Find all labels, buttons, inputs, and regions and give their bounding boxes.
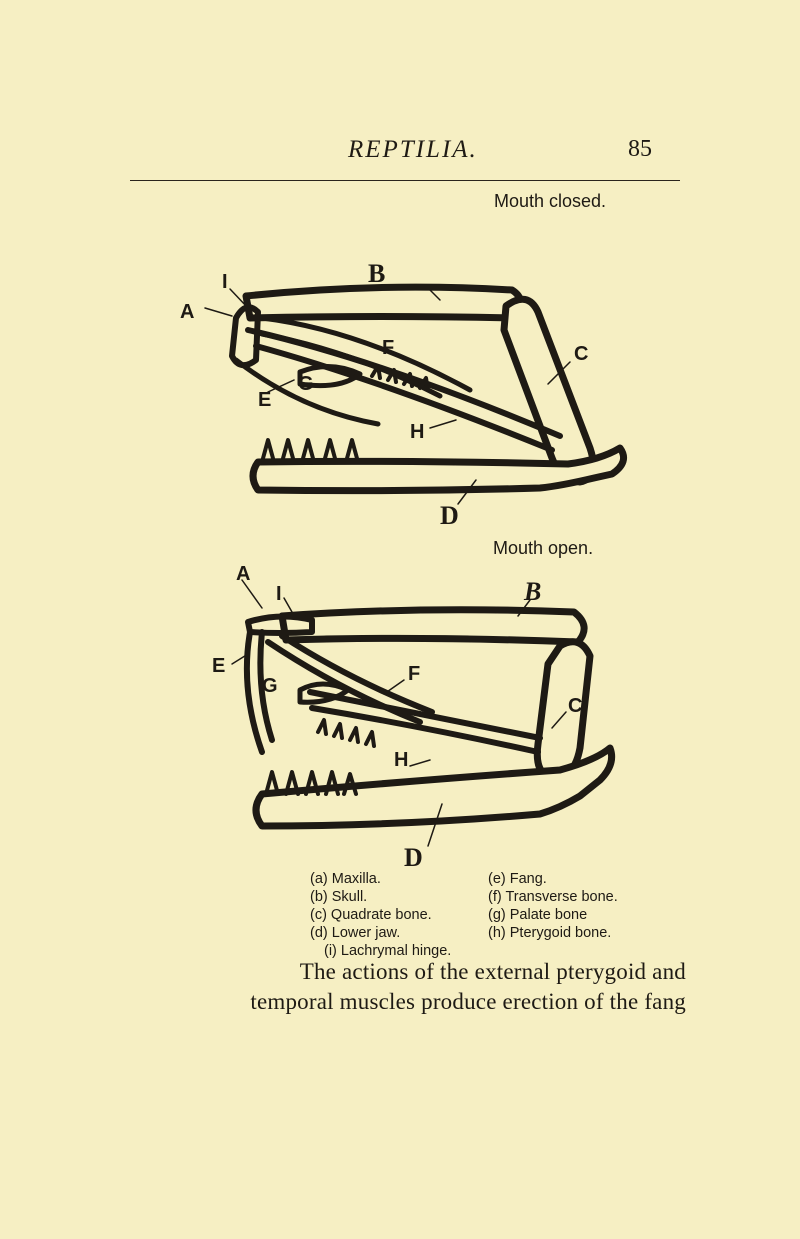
label-A-open: A xyxy=(236,563,251,585)
label-I-closed: I xyxy=(222,271,228,293)
legend-item-h: (h) Pterygoid bone. xyxy=(488,925,612,941)
body-line-1: The actions of the external pterygoid and xyxy=(299,959,686,984)
legend-item-a: (a) Maxilla. xyxy=(310,871,381,887)
label-B-closed: B xyxy=(368,259,386,288)
label-F-closed: F xyxy=(382,337,395,359)
label-E-open: E xyxy=(212,655,226,677)
label-I-open: I xyxy=(276,583,282,605)
label-A-closed: A xyxy=(180,301,195,323)
legend-item-d: (d) Lower jaw. xyxy=(310,925,401,941)
label-F-open: F xyxy=(408,663,421,685)
label-G-closed: G xyxy=(298,373,314,395)
label-H-closed: H xyxy=(410,421,425,443)
running-header-title: REPTILIA. xyxy=(348,136,478,163)
page-number: 85 xyxy=(628,136,652,162)
skull-bar-closed xyxy=(246,287,521,318)
label-D-closed: D xyxy=(440,501,459,530)
skull-bar-open xyxy=(282,610,584,642)
legend-item-c: (c) Quadrate bone. xyxy=(310,907,432,923)
diagram-mouth-open xyxy=(232,580,612,846)
legend-item-b: (b) Skull. xyxy=(310,889,368,905)
body-line-2: temporal muscles produce erection of the fang xyxy=(250,989,686,1014)
label-H-open: H xyxy=(394,749,409,771)
quadrate-closed xyxy=(504,299,593,482)
legend-row xyxy=(310,888,750,906)
legend-row xyxy=(310,870,750,888)
legend-item-e: (e) Fang. xyxy=(488,871,547,887)
figure-legend xyxy=(310,870,750,960)
figure-caption-mouth-closed: Mouth closed. xyxy=(494,191,607,211)
body-paragraph xyxy=(126,957,686,1017)
label-C-open: C xyxy=(568,695,583,717)
label-E-closed: E xyxy=(258,389,272,411)
label-D-open: D xyxy=(404,843,423,872)
figure-caption-mouth-open: Mouth open. xyxy=(493,538,594,558)
label-G-open: G xyxy=(262,675,278,697)
legend-row xyxy=(310,924,750,942)
label-C-closed: C xyxy=(574,343,589,365)
legend-item-f: (f) Transverse bone. xyxy=(488,889,618,905)
legend-item-i: (i) Lachrymal hinge. xyxy=(324,943,452,959)
legend-item-g: (g) Palate bone xyxy=(488,907,588,923)
legend-row xyxy=(310,906,750,924)
label-B-open: B xyxy=(524,577,542,606)
